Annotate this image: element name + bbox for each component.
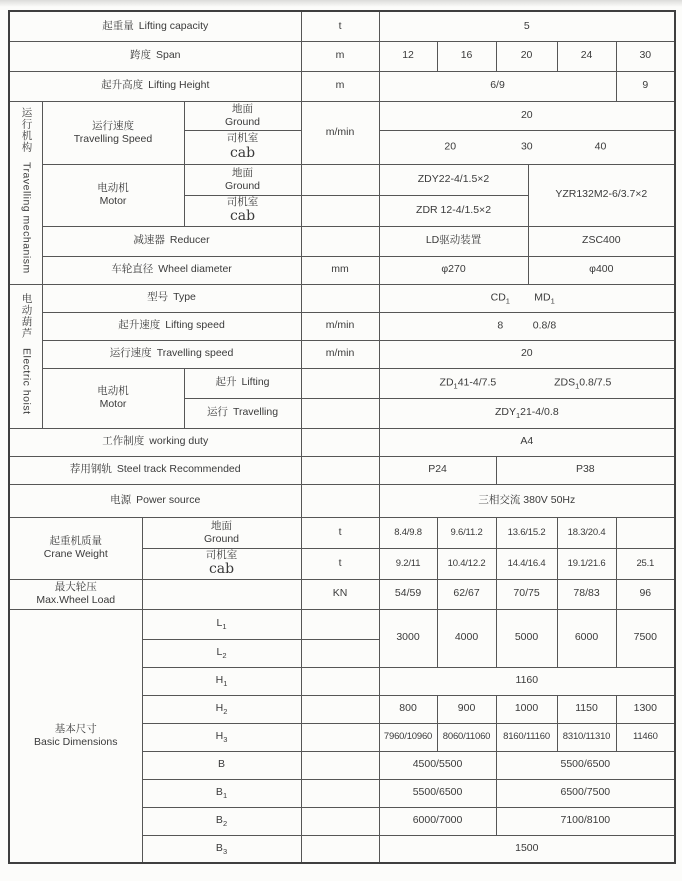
dim-base: L <box>216 646 223 659</box>
en-label: Ground <box>225 115 261 128</box>
weight-value: 14.4/16.4 <box>496 548 557 579</box>
cab-speed-value: 20 <box>444 140 457 153</box>
model-sub: 1 <box>550 296 555 306</box>
dim-H2-label <box>142 695 301 723</box>
hoist-lifting-speed-value: 0.8/8 <box>532 319 557 332</box>
hoist-lifting-speed-label <box>42 312 301 340</box>
hoist-type-value <box>534 291 555 304</box>
model-sub: 1 <box>515 411 521 421</box>
cab-speed-value: 40 <box>594 140 607 153</box>
en-label: Motor <box>99 195 127 207</box>
en-label: Travelling speed <box>156 347 234 360</box>
zh-label: 型号 <box>147 291 169 304</box>
en-label: cab <box>229 144 256 161</box>
travel-motor-right-value: YZR132M2-6/3.7×2 <box>528 164 675 226</box>
dim-H3-value: 8160/11160 <box>496 723 557 751</box>
weight-value: 9.2/11 <box>379 548 437 579</box>
steel-track-label <box>9 456 301 484</box>
en-label: Steel track Recommended <box>116 463 241 476</box>
dim-B2-right-value: 7100/8100 <box>496 807 675 835</box>
en-label: Travelling <box>232 406 279 419</box>
travel-speed-cab-values <box>379 130 675 164</box>
cab-label <box>142 548 301 579</box>
row-steel-track <box>9 456 675 484</box>
dim-H2-value: 800 <box>379 695 437 723</box>
hoist-type-value <box>491 291 510 304</box>
unit-cell-empty <box>301 639 379 667</box>
en-label: Lifting capacity <box>138 19 209 32</box>
dim-H2-value: 1000 <box>496 695 557 723</box>
model-base: CD <box>490 291 506 304</box>
model-rest: 41-4/7.5 <box>457 376 497 389</box>
model-base: MD <box>534 291 551 304</box>
en-label: Power source <box>136 493 201 506</box>
row-hoist-lifting-speed <box>9 312 675 340</box>
lifting-height-last-value: 9 <box>616 71 675 101</box>
model-rest: 21-4/0.8 <box>520 406 559 419</box>
row-hoist-travelling-speed <box>9 340 675 368</box>
cab-label <box>184 195 301 226</box>
dim-symbol <box>216 617 227 632</box>
steel-track-left-value: P24 <box>379 456 496 484</box>
dim-L2-label <box>142 639 301 667</box>
dim-symbol <box>215 730 228 745</box>
en-label: Motor <box>99 398 127 410</box>
unit-cell-empty <box>301 667 379 695</box>
basic-dimensions-label <box>9 609 142 863</box>
unit-cell-empty <box>301 695 379 723</box>
dim-H1-label <box>142 667 301 695</box>
travel-speed-ground-value: 20 <box>379 101 675 130</box>
wheel-load-value: 70/75 <box>496 579 557 609</box>
en-section-label: Travelling mechanism <box>20 162 33 274</box>
dim-B-right-value: 5500/6500 <box>496 751 675 779</box>
unit-cell-empty <box>301 723 379 751</box>
working-duty-label <box>9 428 301 456</box>
en-label: Ground <box>225 179 261 192</box>
crane-weight-cab-unit: t <box>301 548 379 579</box>
en-label: Travelling Speed <box>73 132 153 145</box>
motor-model <box>440 376 497 389</box>
steel-track-right-value: P38 <box>496 456 675 484</box>
unit-cell-empty <box>301 398 379 428</box>
en-label: Reducer <box>169 234 210 247</box>
row-working-duty <box>9 428 675 456</box>
dim-sub: 3 <box>222 847 228 857</box>
dim-B-label <box>142 751 301 779</box>
row-max-wheel-load <box>9 579 675 609</box>
row-crane-weight-ground <box>9 517 675 548</box>
wheel-load-value: 96 <box>616 579 675 609</box>
dim-symbol <box>215 814 228 829</box>
crane-spec-table <box>8 10 676 864</box>
model-sub: 1 <box>575 381 580 391</box>
cab-speed-value: 30 <box>520 140 533 153</box>
weight-value: 25.1 <box>616 548 675 579</box>
dim-sub: 2 <box>223 707 228 717</box>
dim-symbol <box>215 786 228 801</box>
row-lifting-capacity <box>9 11 675 41</box>
dim-symbol <box>215 702 228 717</box>
dim-H2-value: 1300 <box>616 695 675 723</box>
en-label: cab <box>208 561 235 578</box>
ground-label <box>184 164 301 195</box>
unit-cell-empty <box>301 484 379 517</box>
zh-label: 起重量 <box>102 19 134 32</box>
hoist-lifting-speed-value: 8 <box>497 319 504 332</box>
hoist-travelling-speed-label <box>42 340 301 368</box>
zh-label: 运行速度 <box>109 347 152 360</box>
span-label <box>9 41 301 71</box>
reducer-right-value: ZSC400 <box>528 226 675 256</box>
dim-L-value: 3000 <box>379 609 437 667</box>
unit-cell-empty <box>301 751 379 779</box>
model-base: ZDY <box>494 406 516 419</box>
zh-label: 电动机 <box>97 182 129 195</box>
zh-label: 跨度 <box>130 49 151 62</box>
power-source-value: 三相交流 380V 50Hz <box>379 484 675 517</box>
unit-cell-empty <box>301 456 379 484</box>
en-label: working duty <box>149 435 209 448</box>
dim-base: L <box>216 617 223 630</box>
ground-label <box>184 101 301 130</box>
model-sub: 1 <box>453 381 458 391</box>
dim-L-value: 7500 <box>616 609 675 667</box>
dim-B2-left-value: 6000/7000 <box>379 807 496 835</box>
zh-label: 工作制度 <box>102 435 145 448</box>
zh-section-label: 电动葫芦 <box>20 293 33 340</box>
dim-L-value: 5000 <box>496 609 557 667</box>
lifting-height-main-value: 6/9 <box>379 71 616 101</box>
zh-label: 运行 <box>206 406 228 419</box>
wheel-diameter-right-value: φ400 <box>528 256 675 284</box>
weight-value: 10.4/12.2 <box>437 548 496 579</box>
row-hoist-motor-lifting <box>9 368 675 398</box>
en-label: Ground <box>204 532 240 545</box>
unit-cell-empty <box>301 428 379 456</box>
wheel-diameter-unit: mm <box>301 256 379 284</box>
zh-label: 地面 <box>232 166 254 179</box>
lifting-capacity-value: 5 <box>379 11 675 41</box>
dim-base: H <box>215 674 224 687</box>
dim-base: B <box>218 758 226 771</box>
hoist-motor-travelling-value <box>379 398 675 428</box>
cab-label <box>184 130 301 164</box>
zh-label: 运行速度 <box>92 119 134 132</box>
unit-cell-empty <box>301 835 379 863</box>
span-value: 20 <box>496 41 557 71</box>
dim-L1-label <box>142 609 301 639</box>
dim-sub: 1 <box>222 791 228 801</box>
zh-label: 电动机 <box>97 385 129 398</box>
crane-weight-ground-unit: t <box>301 517 379 548</box>
crane-weight-label <box>9 517 142 579</box>
power-source-label <box>9 484 301 517</box>
hoist-travelling-speed-unit: m/min <box>301 340 379 368</box>
hoist-motor-label <box>42 368 184 428</box>
unit-cell-empty <box>301 164 379 195</box>
travel-motor-label <box>42 164 184 226</box>
unit-cell-empty <box>301 195 379 226</box>
span-unit: m <box>301 41 379 71</box>
en-label: Crane Weight <box>43 548 108 560</box>
travelling-speed-unit: m/min <box>301 101 379 164</box>
weight-value: 13.6/15.2 <box>496 517 557 548</box>
en-label: Span <box>156 49 181 62</box>
row-span <box>9 41 675 71</box>
row-wheel-diameter <box>9 256 675 284</box>
row-reducer <box>9 226 675 256</box>
zh-label: 地面 <box>232 102 254 115</box>
zh-label: 起重机质量 <box>49 535 102 548</box>
row-power-source <box>9 484 675 517</box>
unit-cell-empty <box>301 368 379 398</box>
span-value: 30 <box>616 41 675 71</box>
dim-base: H <box>215 730 224 743</box>
model-base: ZD <box>439 376 454 389</box>
unit-cell-empty <box>301 779 379 807</box>
row-travel-motor-ground <box>9 164 675 195</box>
dim-base: B <box>215 814 223 827</box>
dim-sub: 2 <box>222 651 227 661</box>
dim-sub: 1 <box>223 679 228 689</box>
dim-B-left-value: 4500/5500 <box>379 751 496 779</box>
zh-section-label: 运行机构 <box>20 107 33 154</box>
row-lifting-height <box>9 71 675 101</box>
unit-cell-empty <box>301 807 379 835</box>
dim-B1-label <box>142 779 301 807</box>
reducer-label <box>42 226 301 256</box>
zh-label: 司机室 <box>226 195 259 208</box>
travel-motor-cab-value: ZDR 12-4/1.5×2 <box>379 195 528 226</box>
en-label: cab <box>229 208 256 225</box>
zh-label: 车轮直径 <box>111 263 154 276</box>
empty-cell <box>142 579 301 609</box>
dim-sub: 3 <box>223 735 228 745</box>
dim-L-value: 4000 <box>437 609 496 667</box>
zh-label: 减速器 <box>133 234 165 247</box>
dim-H1-value: 1160 <box>379 667 675 695</box>
dim-H3-value: 7960/10960 <box>379 723 437 751</box>
en-label: Lifting Height <box>148 79 210 92</box>
en-label: Wheel diameter <box>158 263 232 276</box>
zh-label: 基本尺寸 <box>54 723 97 736</box>
row-dim-L1 <box>9 609 675 639</box>
wheel-load-value: 78/83 <box>557 579 616 609</box>
dim-symbol <box>218 758 225 770</box>
dim-B2-label <box>142 807 301 835</box>
lifting-capacity-unit: t <box>301 11 379 41</box>
dim-symbol <box>215 674 228 689</box>
motor-model <box>554 376 611 389</box>
dim-L-value: 6000 <box>557 609 616 667</box>
wheel-load-value: 54/59 <box>379 579 437 609</box>
wheel-diameter-label <box>42 256 301 284</box>
unit-cell-empty <box>301 226 379 256</box>
section-travelling-mechanism <box>9 101 42 284</box>
max-wheel-load-unit: KN <box>301 579 379 609</box>
hoist-motor-travelling-label <box>184 398 301 428</box>
span-value: 16 <box>437 41 496 71</box>
max-wheel-load-label <box>9 579 142 609</box>
zh-label: 地面 <box>211 519 233 532</box>
hoist-type-values <box>379 284 675 312</box>
lifting-capacity-label <box>9 11 301 41</box>
ground-label <box>142 517 301 548</box>
span-value: 12 <box>379 41 437 71</box>
dim-base: B <box>215 786 223 799</box>
en-label: Lifting <box>241 376 270 389</box>
dim-H3-value: 8060/11060 <box>437 723 496 751</box>
en-label: Lifting speed <box>165 319 225 332</box>
zh-label: 司机室 <box>226 132 259 145</box>
dim-symbol <box>216 646 227 661</box>
travel-motor-ground-value: ZDY22-4/1.5×2 <box>379 164 528 195</box>
section-electric-hoist <box>9 284 42 428</box>
en-label: Type <box>173 291 196 304</box>
dim-H3-label <box>142 723 301 751</box>
hoist-motor-lifting-values <box>379 368 675 398</box>
dim-sub: 1 <box>222 622 227 632</box>
dim-sub: 2 <box>222 819 228 829</box>
weight-value: 19.1/21.6 <box>557 548 616 579</box>
span-value: 24 <box>557 41 616 71</box>
hoist-type-label <box>42 284 301 312</box>
row-travel-speed-ground <box>9 101 675 130</box>
hoist-lifting-speed-unit: m/min <box>301 312 379 340</box>
zh-label: 电源 <box>110 493 132 506</box>
dim-H2-value: 900 <box>437 695 496 723</box>
zh-label: 司机室 <box>205 548 238 561</box>
zh-label: 起升 <box>215 376 237 389</box>
model-base: ZDS <box>554 376 576 389</box>
working-duty-value: A4 <box>379 428 675 456</box>
lifting-height-unit: m <box>301 71 379 101</box>
travelling-speed-label <box>42 101 184 164</box>
zh-label: 最大轮压 <box>54 581 97 594</box>
weight-value: 18.3/20.4 <box>557 517 616 548</box>
dim-B1-left-value: 5500/6500 <box>379 779 496 807</box>
wheel-load-value: 62/67 <box>437 579 496 609</box>
motor-model <box>494 406 559 421</box>
dim-base: H <box>215 702 224 715</box>
zh-label: 起升速度 <box>118 319 161 332</box>
hoist-lifting-speed-values <box>379 312 675 340</box>
weight-value: 9.6/11.2 <box>437 517 496 548</box>
en-label: Max.Wheel Load <box>36 594 116 606</box>
lifting-height-label <box>9 71 301 101</box>
zh-label: 起升高度 <box>101 79 144 92</box>
model-rest: 0.8/7.5 <box>579 376 612 389</box>
zh-label: 荐用钢轨 <box>69 463 112 476</box>
dim-B3-value: 1500 <box>379 835 675 863</box>
dim-base: B <box>215 842 223 855</box>
weight-value-empty <box>616 517 675 548</box>
model-sub: 1 <box>505 296 510 306</box>
dim-H3-value: 11460 <box>616 723 675 751</box>
dim-H2-value: 1150 <box>557 695 616 723</box>
dim-H3-value: 8310/11310 <box>557 723 616 751</box>
dim-B1-right-value: 6500/7500 <box>496 779 675 807</box>
weight-value: 8.4/9.8 <box>379 517 437 548</box>
dim-symbol <box>215 842 228 857</box>
en-label: Basic Dimensions <box>34 735 118 748</box>
hoist-motor-lifting-label <box>184 368 301 398</box>
unit-cell-empty <box>301 284 379 312</box>
row-hoist-type <box>9 284 675 312</box>
unit-cell-empty <box>301 609 379 639</box>
reducer-left-value: LD驱动装置 <box>379 226 528 256</box>
dim-B3-label <box>142 835 301 863</box>
en-section-label: Electric hoist <box>20 348 33 415</box>
hoist-travelling-speed-value: 20 <box>379 340 675 368</box>
wheel-diameter-left-value: φ270 <box>379 256 528 284</box>
